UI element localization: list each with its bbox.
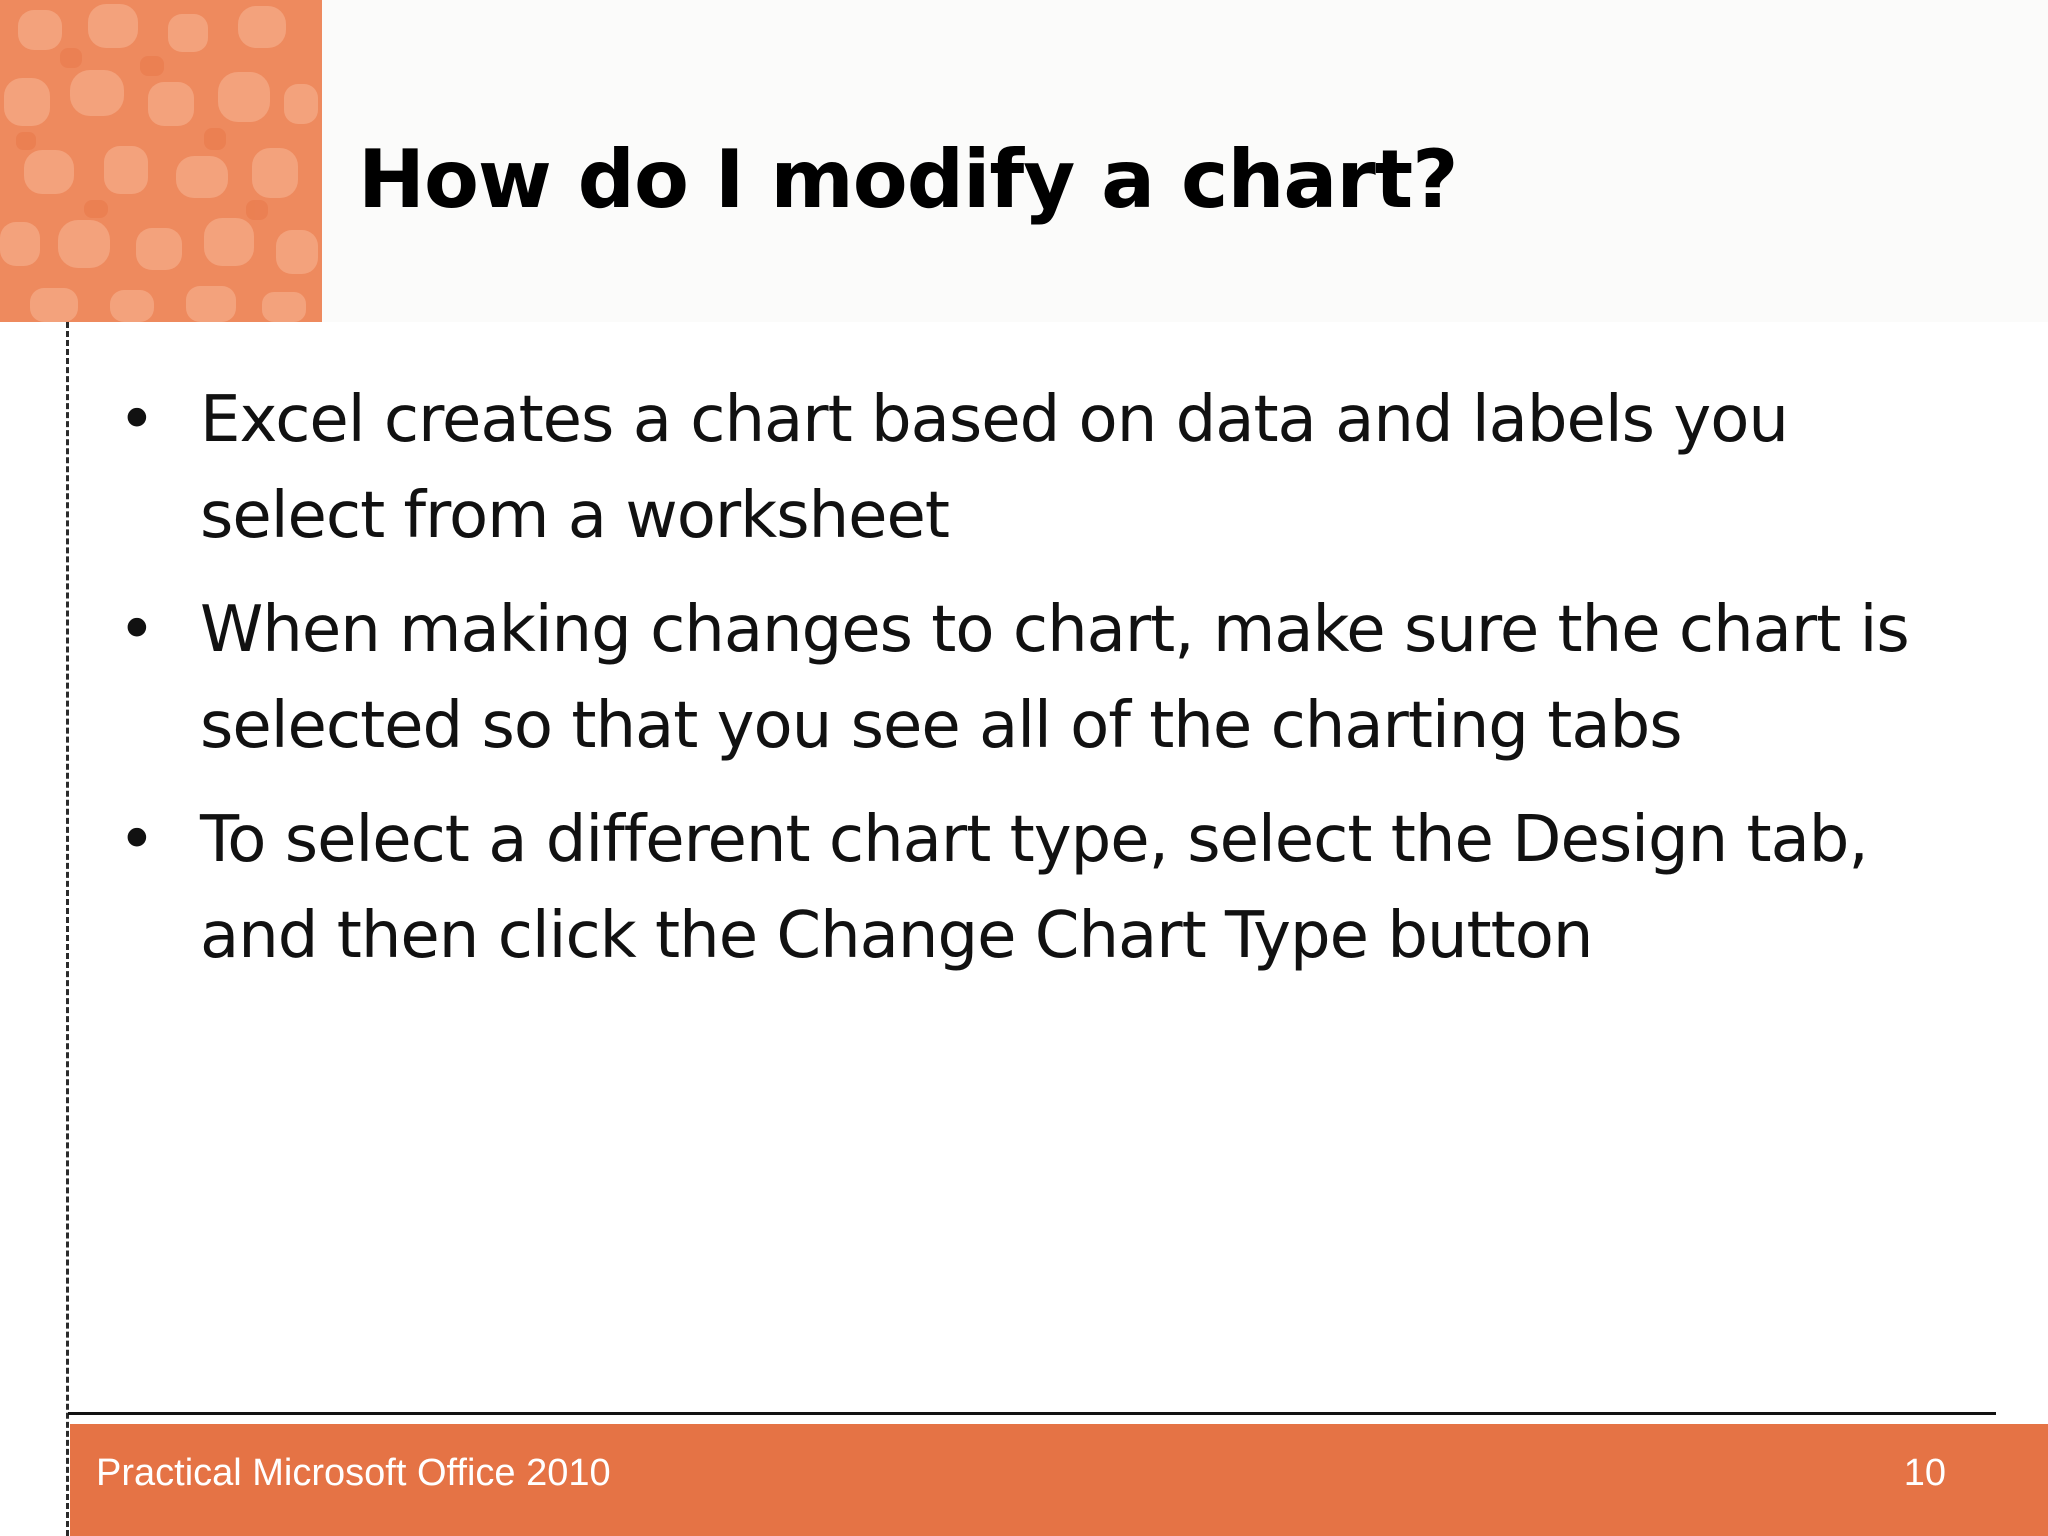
slide-title: How do I modify a chart? [358,133,1458,226]
bullet-list [118,372,1948,1002]
bullet-item [118,372,1948,564]
bullet-text: When making changes to chart, make sure the chart is selected so that you see all of the charting tabs [200,593,1909,763]
decorative-corner-pattern [0,0,322,322]
orange-mosaic-pattern [0,0,322,322]
bullet-text: Excel creates a chart based on data and labels you select from a worksheet [200,383,1788,553]
bullet-icon: • [118,593,155,667]
page-number: 10 [1903,1452,1946,1494]
footer-bar [70,1424,2048,1536]
bullet-item [118,582,1948,774]
bullet-text: To select a different chart type, select the Design tab, and then click the Change Chart Type button [200,803,1868,973]
footer-course-title: Practical Microsoft Office 2010 [96,1452,611,1494]
dashed-margin-rule [66,322,69,1536]
bullet-icon: • [118,803,155,877]
footer-divider [68,1412,1996,1415]
bullet-icon: • [118,383,155,457]
bullet-item [118,792,1948,984]
